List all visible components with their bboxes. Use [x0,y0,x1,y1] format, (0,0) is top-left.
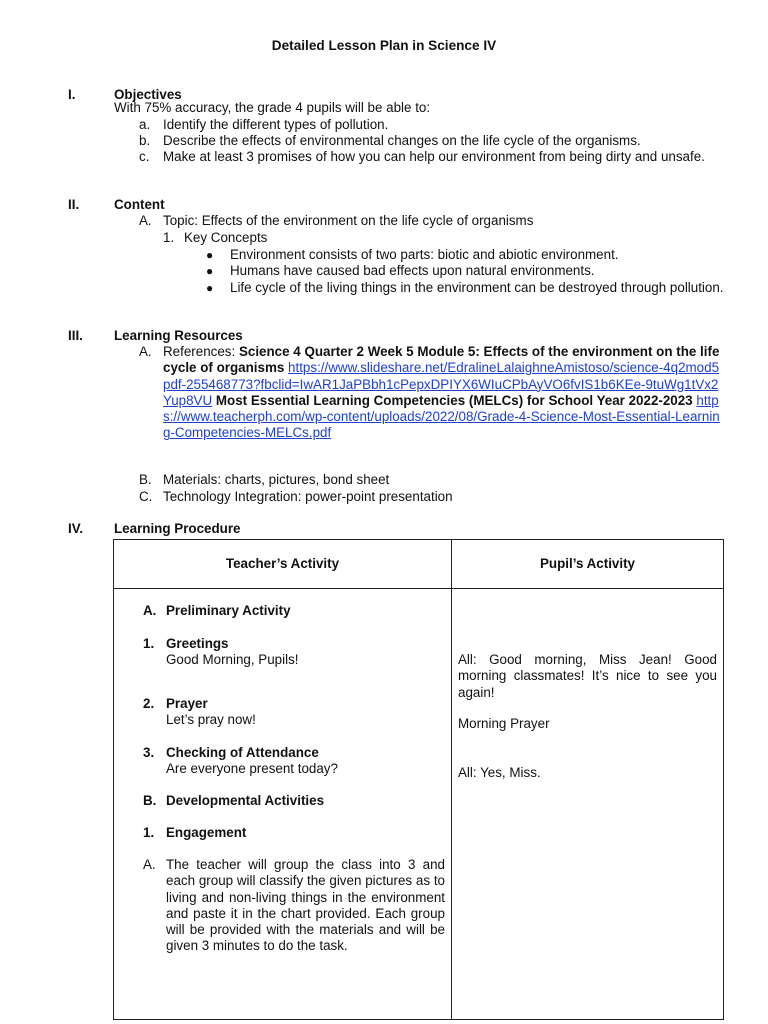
section-number-resources: III. [68,328,83,343]
objectives-intro: With 75% accuracy, the grade 4 pupils will be able to: [114,100,431,115]
bullet-icon: ● [206,264,214,278]
tech-text: Technology Integration: power-point presentation [163,489,453,504]
teacherph-link[interactable]: https://www.teacherph.com/wp-content/uploads/2022/08/Grade-4-Science-Most-Essential-Learning-Competencies-MELCs.pdf [163,392,720,441]
pupil-activity-header: Pupil’s Activity [452,540,724,589]
greetings-heading: Greetings [166,636,229,651]
tech-label: C. [139,489,153,504]
teacher-activity-header: Teacher’s Activity [114,540,452,589]
developmental-heading: Developmental Activities [166,793,325,808]
bullet-icon: ● [206,281,214,295]
greetings-label: 1. [143,636,155,651]
task-text: The teacher will group the class into 3 and each group will classify the given pictures as to living and non-living things in the environment and paste it in the chart provided. Each group will be provided with the materials and will be given 3 minutes to do the task. [166,857,445,954]
section-heading-resources: Learning Resources [114,328,243,343]
engagement-heading: Engagement [166,825,247,840]
prayer-heading: Prayer [166,696,208,711]
greetings-reply: All: Good morning, Miss Jean! Good morning classmates! It’s nice to see you again! [458,652,717,700]
section-heading-procedure: Learning Procedure [114,521,241,536]
greetings-text: Good Morning, Pupils! [166,652,299,667]
document-title: Detailed Lesson Plan in Science IV [271,38,497,53]
references-label: A. [139,344,152,359]
reference-module-title: Science 4 Quarter 2 Week 5 Module 5: Effects of the environment on the life cycle of organisms [163,344,720,376]
table-header-row [114,540,724,589]
prayer-label: 2. [143,696,155,711]
references-block [163,344,725,442]
attendance-text: Are everyone present today? [166,761,338,776]
topic-label: A. [139,213,152,228]
section-number-content: II. [68,197,80,212]
objective-b-label: b. [139,133,151,148]
pupil-activity-cell [452,589,724,1020]
attendance-heading: Checking of Attendance [166,745,319,760]
materials-label: B. [139,472,152,487]
table-row [114,589,724,1020]
slideshare-link[interactable]: https://www.slideshare.net/EdralineLalaighneAmistoso/science-4q2mod5pdf-255468773?fbclid=IwAR1JaPBbh1cPepxDPIYX6WIuCPbAyVO6fvIS1b6KEe-9tuWg1tVx2Yup8VU [163,360,720,408]
developmental-label: B. [143,793,157,808]
materials-text: Materials: charts, pictures, bond sheet [163,472,390,487]
engagement-label: 1. [143,825,155,840]
prelim-label: A. [143,603,157,618]
prelim-heading: Preliminary Activity [166,603,291,618]
objective-b-text: Describe the effects of environmental changes on the life cycle of the organisms. [163,133,641,148]
objective-c-label: c. [139,149,150,164]
section-number-procedure: IV. [68,521,84,536]
references-prefix: References: [163,344,236,359]
key-concepts-text: Key Concepts [184,230,268,245]
objective-a-text: Identify the different types of pollution. [163,117,389,132]
key-concept-1: Environment consists of two parts: biotic and abiotic environment. [230,247,619,262]
section-number-objectives: I. [68,87,76,102]
task-label: A. [143,857,156,872]
section-heading-objectives: Objectives [114,87,182,102]
key-concepts-label: 1. [163,230,175,245]
key-concept-2: Humans have caused bad effects upon natural environments. [230,263,595,278]
procedure-table [113,539,724,1020]
key-concept-3: Life cycle of the living things in the environment can be destroyed through pollution. [230,280,724,295]
teacher-activity-cell [114,589,452,1020]
objective-a-label: a. [139,117,151,132]
topic-text: Topic: Effects of the environment on the life cycle of organisms [163,213,534,228]
melc-title: Most Essential Learning Competencies (MELCs) for School Year 2022-2023 [215,392,693,408]
section-heading-content: Content [114,197,165,212]
attendance-reply: All: Yes, Miss. [458,765,541,780]
prayer-reply: Morning Prayer [458,716,550,731]
attendance-label: 3. [143,745,155,760]
objective-c-text: Make at least 3 promises of how you can help our environment from being dirty and unsafe. [163,149,705,164]
prayer-text: Let’s pray now! [166,712,256,727]
bullet-icon: ● [206,248,214,262]
